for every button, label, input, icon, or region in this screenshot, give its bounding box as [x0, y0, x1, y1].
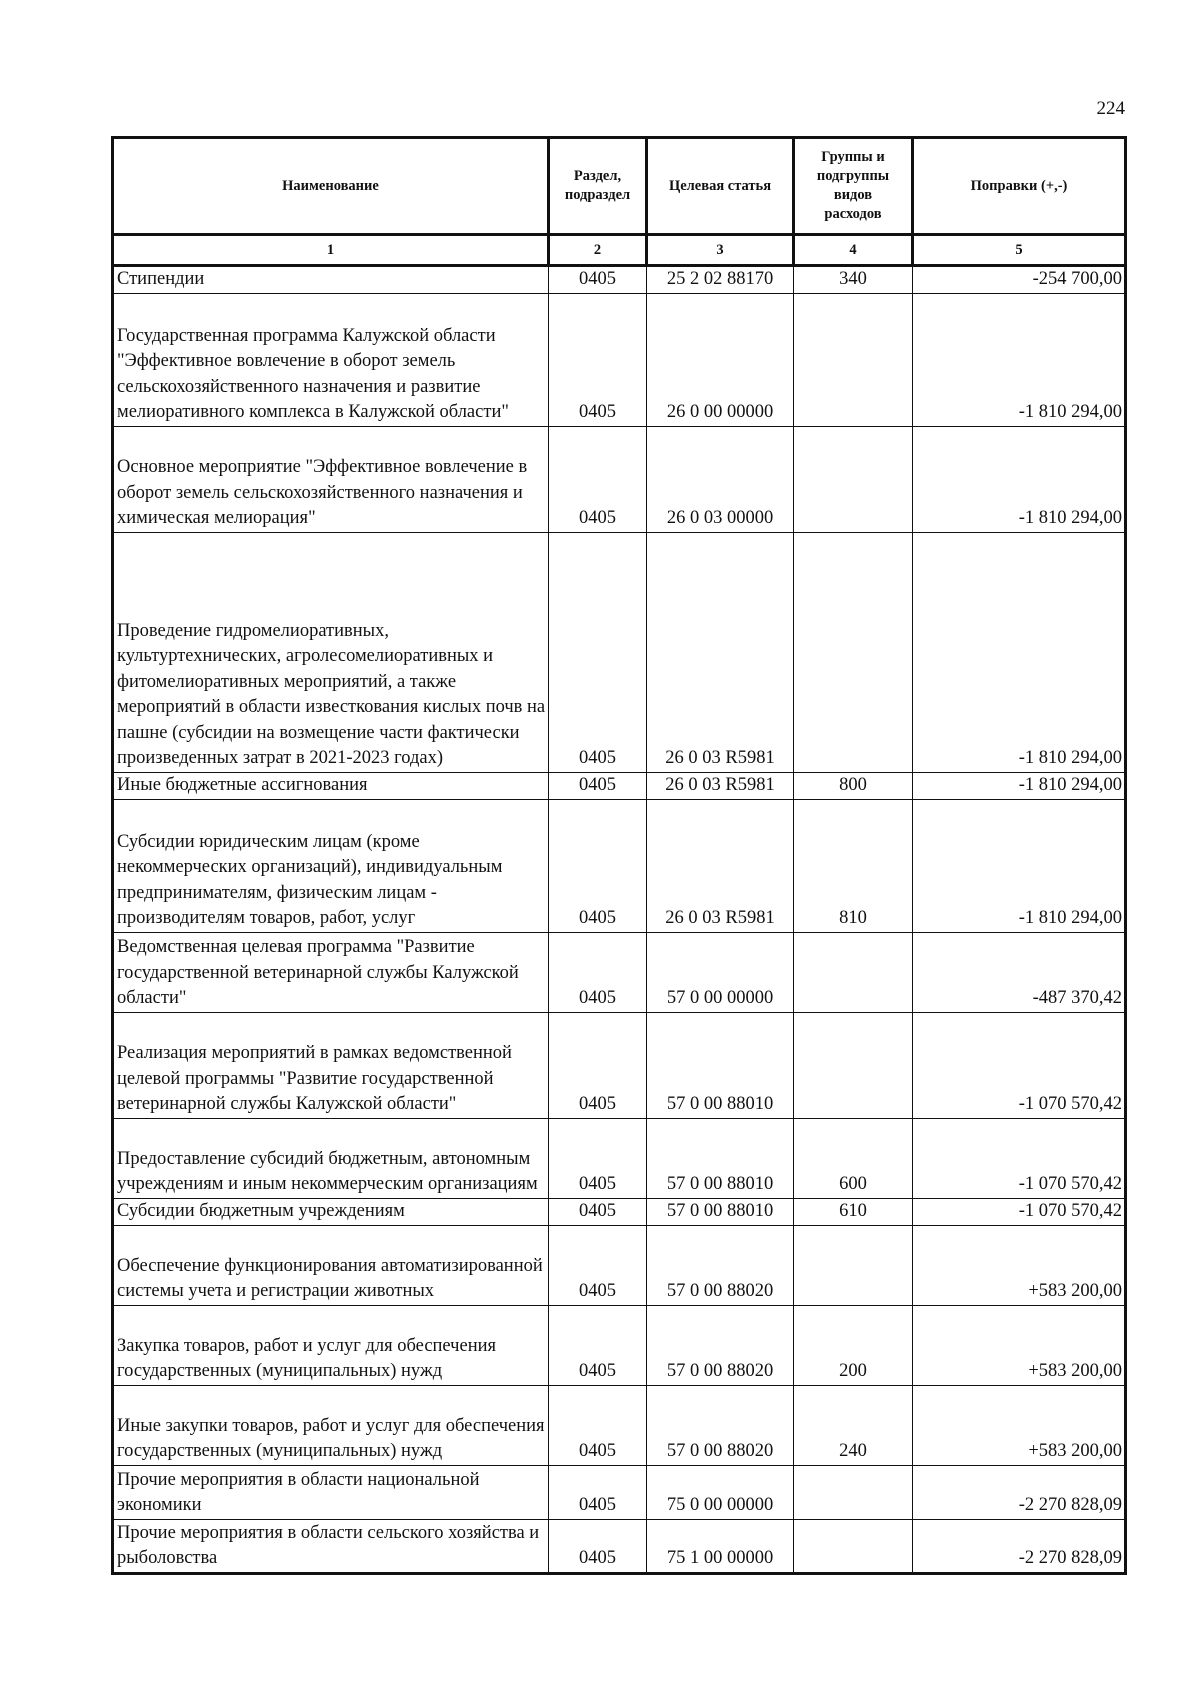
row-section: 0405 [549, 532, 647, 772]
table-row [113, 799, 1126, 932]
table-row [113, 1198, 1126, 1225]
row-target: 26 0 03 R5981 [647, 772, 794, 799]
row-name: Основное мероприятие "Эффективное вовлечение в оборот земель сельскохозяйственного назначения и химическая мелиорация" [113, 426, 549, 532]
row-amount: -1 810 294,00 [913, 532, 1126, 772]
row-group: 610 [794, 1198, 913, 1225]
row-section: 0405 [549, 1305, 647, 1385]
row-group [794, 1519, 913, 1573]
row-group: 600 [794, 1118, 913, 1198]
table-row [113, 293, 1126, 426]
row-target: 26 0 03 R5981 [647, 532, 794, 772]
row-group [794, 1012, 913, 1118]
row-section: 0405 [549, 293, 647, 426]
row-section: 0405 [549, 1225, 647, 1305]
row-section: 0405 [549, 266, 647, 294]
row-name: Проведение гидромелиоративных, культуртехнических, агролесомелиоративных и фитомелиоративных мероприятий, а также мероприятий в области известкования кислых почв на пашне (субсидии на возмещение части фактически произведенных затрат в 2021-2023 годах) [113, 532, 549, 772]
row-section: 0405 [549, 1198, 647, 1225]
table-row [113, 772, 1126, 799]
row-name: Прочие мероприятия в области сельского хозяйства и рыболовства [113, 1519, 549, 1573]
row-target: 26 0 03 R5981 [647, 799, 794, 932]
row-group: 810 [794, 799, 913, 932]
row-section: 0405 [549, 426, 647, 532]
page-number: 224 [1096, 98, 1125, 119]
row-name: Иные бюджетные ассигнования [113, 772, 549, 799]
row-target: 75 1 00 00000 [647, 1519, 794, 1573]
column-number: 5 [913, 235, 1126, 266]
column-number: 4 [794, 235, 913, 266]
table-row [113, 532, 1126, 772]
table-row [113, 1225, 1126, 1305]
row-amount: -2 270 828,09 [913, 1465, 1126, 1519]
table-row [113, 1305, 1126, 1385]
header-group: Группы и подгруппы видов расходов [794, 138, 913, 235]
table-row [113, 1519, 1126, 1573]
row-name: Субсидии бюджетным учреждениям [113, 1198, 549, 1225]
header-name: Наименование [113, 138, 549, 235]
row-name: Прочие мероприятия в области национальной экономики [113, 1465, 549, 1519]
row-amount: -487 370,42 [913, 932, 1126, 1012]
row-section: 0405 [549, 772, 647, 799]
row-name: Закупка товаров, работ и услуг для обеспечения государственных (муниципальных) нужд [113, 1305, 549, 1385]
row-name: Предоставление субсидий бюджетным, автономным учреждениям и иным некоммерческим организациям [113, 1118, 549, 1198]
row-group: 800 [794, 772, 913, 799]
row-amount: -1 810 294,00 [913, 772, 1126, 799]
row-target: 26 0 00 00000 [647, 293, 794, 426]
row-target: 57 0 00 88010 [647, 1012, 794, 1118]
row-target: 57 0 00 88020 [647, 1305, 794, 1385]
budget-table [111, 136, 1127, 1575]
row-name: Ведомственная целевая программа "Развитие государственной ветеринарной службы Калужской области" [113, 932, 549, 1012]
row-group [794, 932, 913, 1012]
row-amount: -1 810 294,00 [913, 293, 1126, 426]
row-amount: -1 070 570,42 [913, 1012, 1126, 1118]
row-amount: +583 200,00 [913, 1305, 1126, 1385]
row-target: 75 0 00 00000 [647, 1465, 794, 1519]
row-amount: -1 810 294,00 [913, 799, 1126, 932]
row-name: Реализация мероприятий в рамках ведомственной целевой программы "Развитие государственной ветеринарной службы Калужской области" [113, 1012, 549, 1118]
row-section: 0405 [549, 1385, 647, 1465]
row-target: 57 0 00 00000 [647, 932, 794, 1012]
row-name: Обеспечение функционирования автоматизированной системы учета и регистрации животных [113, 1225, 549, 1305]
row-name: Стипендии [113, 266, 549, 294]
row-group: 240 [794, 1385, 913, 1465]
row-target: 26 0 03 00000 [647, 426, 794, 532]
row-group [794, 1465, 913, 1519]
column-number: 3 [647, 235, 794, 266]
header-target: Целевая статья [647, 138, 794, 235]
row-group [794, 293, 913, 426]
row-group [794, 426, 913, 532]
row-amount: +583 200,00 [913, 1385, 1126, 1465]
table-row [113, 932, 1126, 1012]
row-target: 57 0 00 88010 [647, 1118, 794, 1198]
row-group: 340 [794, 266, 913, 294]
row-target: 57 0 00 88010 [647, 1198, 794, 1225]
header-amendment: Поправки (+,-) [913, 138, 1126, 235]
table-row [113, 266, 1126, 294]
column-number: 2 [549, 235, 647, 266]
row-section: 0405 [549, 1519, 647, 1573]
row-amount: -2 270 828,09 [913, 1519, 1126, 1573]
column-number-row [113, 235, 1126, 266]
row-name: Иные закупки товаров, работ и услуг для обеспечения государственных (муниципальных) нужд [113, 1385, 549, 1465]
table-row [113, 1118, 1126, 1198]
header-section: Раздел, подраздел [549, 138, 647, 235]
table-row [113, 1465, 1126, 1519]
row-target: 57 0 00 88020 [647, 1385, 794, 1465]
row-group [794, 532, 913, 772]
row-group: 200 [794, 1305, 913, 1385]
row-amount: -1 810 294,00 [913, 426, 1126, 532]
column-number: 1 [113, 235, 549, 266]
row-target: 25 2 02 88170 [647, 266, 794, 294]
row-section: 0405 [549, 799, 647, 932]
row-target: 57 0 00 88020 [647, 1225, 794, 1305]
table-header-row [113, 138, 1126, 235]
row-section: 0405 [549, 1118, 647, 1198]
table-row [113, 426, 1126, 532]
row-name: Субсидии юридическим лицам (кроме некоммерческих организаций), индивидуальным предпринимателям, физическим лицам - производителям товаров, работ, услуг [113, 799, 549, 932]
row-section: 0405 [549, 1465, 647, 1519]
row-name: Государственная программа Калужской области "Эффективное вовлечение в оборот земель сельскохозяйственного назначения и развитие мелиоративного комплекса в Калужской области" [113, 293, 549, 426]
table-row [113, 1385, 1126, 1465]
row-amount: -1 070 570,42 [913, 1198, 1126, 1225]
table-row [113, 1012, 1126, 1118]
row-section: 0405 [549, 1012, 647, 1118]
row-group [794, 1225, 913, 1305]
row-amount: -254 700,00 [913, 266, 1126, 294]
row-amount: -1 070 570,42 [913, 1118, 1126, 1198]
row-section: 0405 [549, 932, 647, 1012]
row-amount: +583 200,00 [913, 1225, 1126, 1305]
